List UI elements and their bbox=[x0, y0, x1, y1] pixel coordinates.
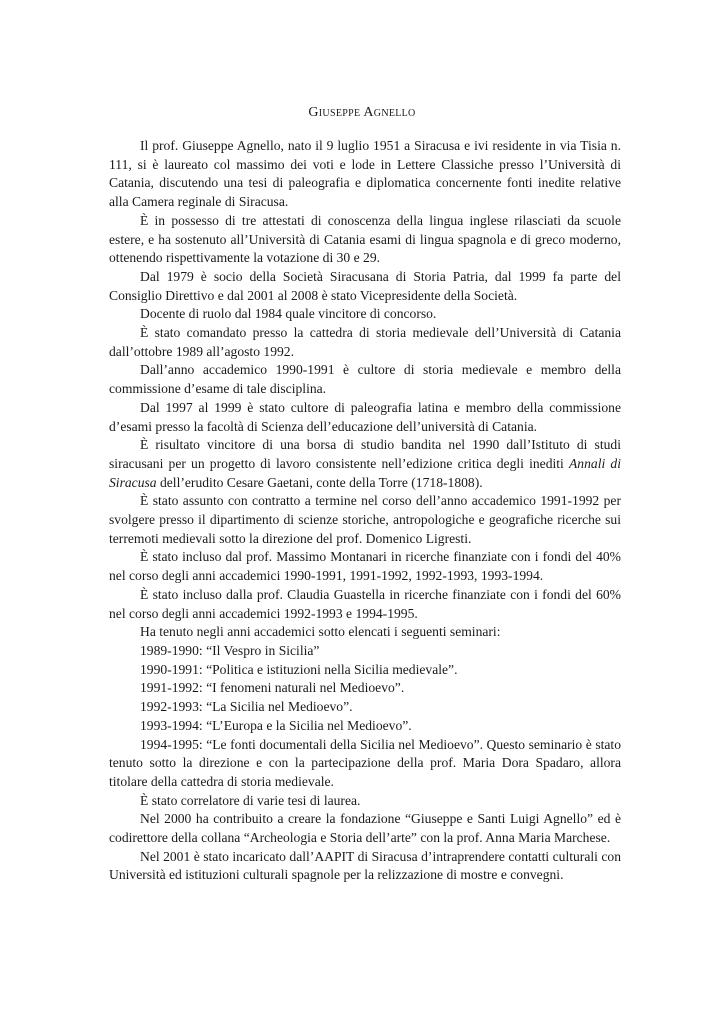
paragraph: È stato comandato presso la cattedra di storia medievale dell’Università di Catania dall’ottobre 1989 all’agosto 1992. bbox=[109, 325, 621, 359]
seminar-item: 1989-1990: “Il Vespro in Sicilia” bbox=[140, 642, 320, 658]
paragraph: Docente di ruolo dal 1984 quale vincitore di concorso. bbox=[140, 306, 437, 322]
seminar-item: 1993-1994: “L’Europa e la Sicilia nel Medioevo”. bbox=[140, 717, 412, 733]
paragraph: Il prof. Giuseppe Agnello, nato il 9 luglio 1951 a Siracusa e ivi residente in via Tisia n. 111, si è laureato col massimo dei voti e lode in Lettere Classiche presso l’Università di Catania, discutendo una tesi di paleografia e diplomatica concernente fonti inedite relative alla Camera reginale di Siracusa. bbox=[109, 138, 621, 210]
paragraph bbox=[109, 436, 621, 492]
paragraph: È stato assunto con contratto a termine nel corso dell’anno accademico 1991-1992 per svolgere presso il dipartimento di scienze storiche, antropologiche e geografiche ricerche sui terremoti medievali sotto la direzione del prof. Domenico Ligresti. bbox=[109, 493, 621, 546]
paragraph-text: dell’erudito Cesare Gaetani, conte della Torre (1718-1808). bbox=[156, 474, 483, 490]
paragraph-text: È risultato vincitore di una borsa di studio bandita nel 1990 dall’Istituto di studi siracusani per un progetto di lavoro consistente nell’edizione critica degli inediti bbox=[109, 437, 621, 471]
paragraph: Dal 1979 è socio della Società Siracusana di Storia Patria, dal 1999 fa parte del Consiglio Direttivo e dal 2001 al 2008 è stato Vicepresidente della Società. bbox=[109, 268, 621, 303]
paragraph: È in possesso di tre attestati di conoscenza della lingua inglese rilasciati da scuole estere, e ha sostenuto all’Università di Catania esami di lingua spagnola e di greco moderno, ottenendo rispettivamente la votazione di 30 e 29. bbox=[109, 212, 621, 266]
paragraph: È stato correlatore di varie tesi di laurea. bbox=[140, 792, 361, 808]
seminar-item: 1992-1993: “La Sicilia nel Medioevo”. bbox=[140, 699, 353, 715]
paragraph: Dal 1997 al 1999 è stato cultore di paleografia latina e membro della commissione d’esami presso la facoltà di Scienza dell’educazione dell’università di Catania. bbox=[109, 399, 621, 434]
page-title: Giuseppe Agnello bbox=[308, 105, 416, 120]
document-body bbox=[109, 137, 621, 885]
paragraph: Ha tenuto negli anni accademici sotto elencati i seguenti seminari: bbox=[140, 624, 501, 640]
paragraph: Nel 2001 è stato incaricato dall’AAPIT di Siracusa d’intraprendere contatti culturali con Università ed istituzioni culturali spagnole per la relizzazione di mostre e convegni. bbox=[109, 848, 621, 883]
seminar-item: 1991-1992: “I fenomeni naturali nel Medioevo”. bbox=[140, 680, 405, 696]
seminar-item: 1994-1995: “Le fonti documentali della Sicilia nel Medioevo”. Questo seminario è stato tenuto sotto la direzione e con la partecipazione della prof. Maria Dora Spadaro, allora titolare della cattedra di storia medievale. bbox=[109, 736, 621, 789]
paragraph: È stato incluso dal prof. Massimo Montanari in ricerche finanziate con i fondi del 40% nel corso degli anni accademici 1990-1991, 1991-1992, 1992-1993, 1993-1994. bbox=[109, 549, 621, 584]
paragraph: È stato incluso dalla prof. Claudia Guastella in ricerche finanziate con i fondi del 60% nel corso degli anni accademici 1992-1993 e 1994-1995. bbox=[109, 586, 621, 621]
seminar-item: 1990-1991: “Politica e istituzioni nella Sicilia medievale”. bbox=[140, 661, 458, 677]
paragraph: Dall’anno accademico 1990-1991 è cultore di storia medievale e membro della commissione d’esame di tale disciplina. bbox=[109, 362, 621, 397]
book-title: Annali di Siracusa bbox=[109, 455, 621, 490]
paragraph: Nel 2000 ha contribuito a creare la fondazione “Giuseppe e Santi Luigi Agnello” ed è codirettore della collana “Archeologia e Storia dell’arte” con la prof. Anna Maria Marchese. bbox=[109, 811, 621, 846]
